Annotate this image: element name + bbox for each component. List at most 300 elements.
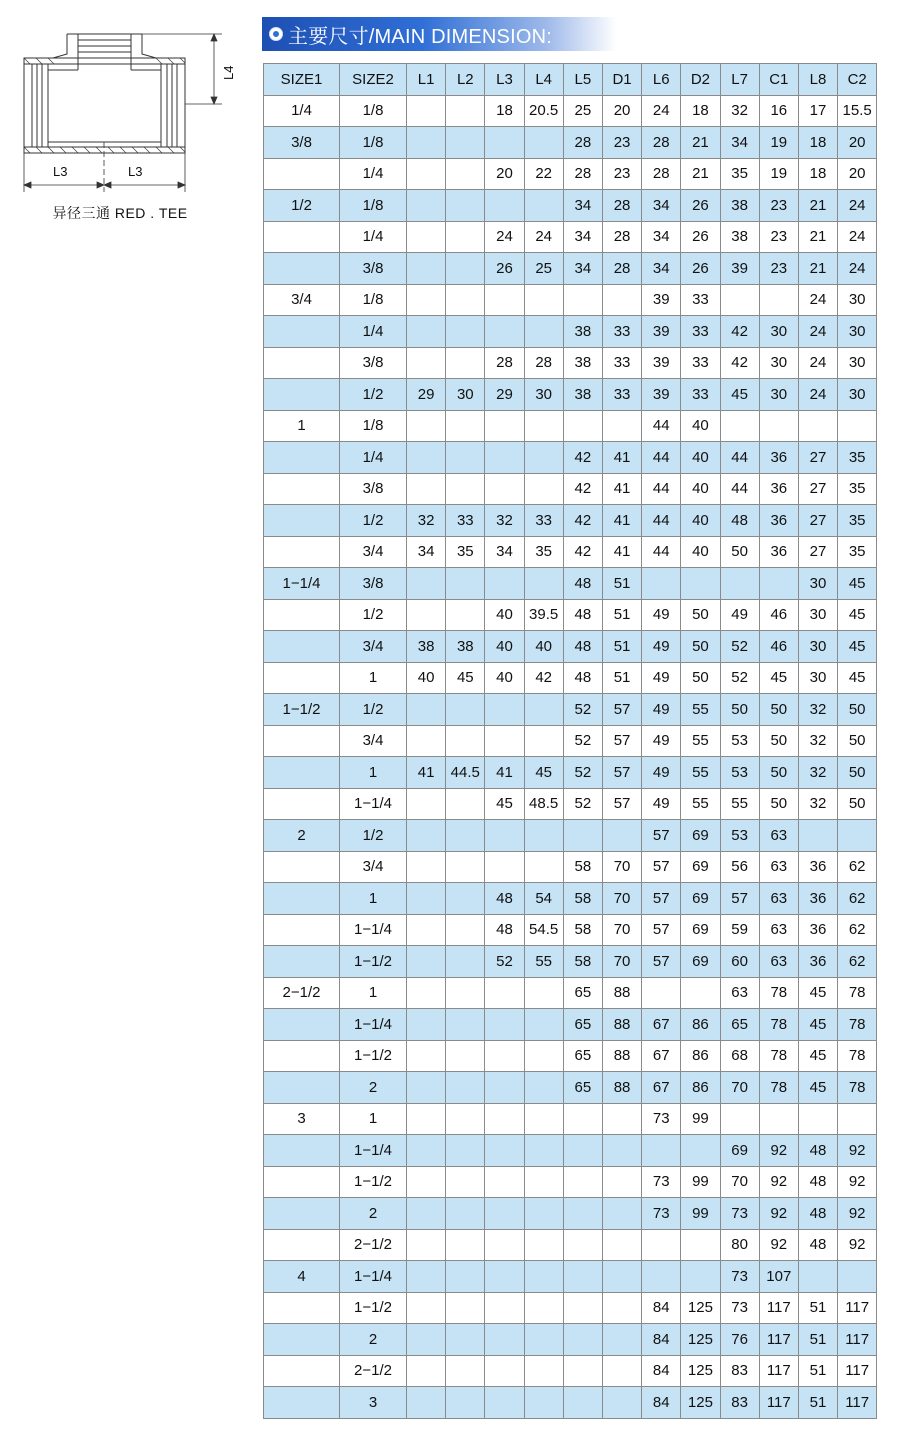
table-cell: 32: [798, 725, 837, 757]
table-cell: 49: [642, 599, 681, 631]
table-row: [264, 568, 877, 600]
table-cell: [485, 820, 524, 852]
table-cell: 45: [798, 977, 837, 1009]
table-cell: 3: [340, 1387, 407, 1419]
table-cell: [446, 95, 485, 127]
table-cell: 78: [838, 1072, 877, 1104]
table-row: [264, 788, 877, 820]
table-cell: [524, 1387, 563, 1419]
table-cell: [485, 316, 524, 348]
table-cell: 36: [798, 851, 837, 883]
table-cell: [524, 1135, 563, 1167]
table-cell: 55: [681, 757, 720, 789]
table-cell: 20: [838, 158, 877, 190]
table-cell: 50: [681, 662, 720, 694]
table-cell: 18: [798, 127, 837, 159]
table-cell: 32: [798, 757, 837, 789]
table-cell: 58: [563, 851, 602, 883]
table-cell: [407, 410, 446, 442]
table-cell: 117: [838, 1292, 877, 1324]
table-cell: 23: [759, 253, 798, 285]
table-cell: 38: [446, 631, 485, 663]
section-header: [262, 17, 617, 51]
table-cell: 54.5: [524, 914, 563, 946]
table-cell: 50: [759, 788, 798, 820]
table-cell: 18: [485, 95, 524, 127]
table-cell: 28: [602, 221, 641, 253]
table-cell: 27: [798, 505, 837, 537]
table-cell: [524, 190, 563, 222]
table-cell: [446, 1166, 485, 1198]
table-cell: 1−1/2: [340, 1040, 407, 1072]
bullet-icon: [270, 28, 282, 40]
table-cell: 44: [642, 410, 681, 442]
table-cell: [446, 1009, 485, 1041]
table-cell: 3/4: [340, 536, 407, 568]
table-cell: [264, 158, 340, 190]
table-cell: 33: [681, 284, 720, 316]
table-cell: 20: [485, 158, 524, 190]
table-cell: 63: [759, 914, 798, 946]
table-cell: [485, 1198, 524, 1230]
table-cell: [446, 1072, 485, 1104]
table-cell: [407, 1355, 446, 1387]
table-cell: 3/4: [264, 284, 340, 316]
table-cell: 1/8: [340, 95, 407, 127]
table-cell: [485, 442, 524, 474]
table-cell: 50: [759, 694, 798, 726]
table-cell: 92: [759, 1229, 798, 1261]
table-cell: 28: [602, 190, 641, 222]
table-cell: [446, 1355, 485, 1387]
table-cell: 39: [642, 347, 681, 379]
table-cell: 41: [485, 757, 524, 789]
table-row: [264, 662, 877, 694]
table-cell: 52: [485, 946, 524, 978]
table-cell: [563, 820, 602, 852]
table-cell: 50: [838, 757, 877, 789]
table-cell: 30: [446, 379, 485, 411]
table-cell: 1−1/4: [340, 788, 407, 820]
table-cell: 50: [681, 631, 720, 663]
table-cell: 32: [485, 505, 524, 537]
table-cell: 30: [798, 631, 837, 663]
table-cell: [264, 221, 340, 253]
table-cell: [407, 946, 446, 978]
table-cell: 1/8: [340, 127, 407, 159]
table-cell: 57: [602, 757, 641, 789]
table-cell: 50: [838, 694, 877, 726]
table-cell: 29: [407, 379, 446, 411]
column-header-l7: L7: [720, 64, 759, 96]
dimension-label-l4: L4: [221, 65, 236, 80]
table-row: [264, 95, 877, 127]
table-cell: 38: [563, 316, 602, 348]
table-cell: 21: [798, 190, 837, 222]
table-cell: 28: [485, 347, 524, 379]
tee-cross-section-icon: [0, 0, 240, 200]
table-cell: 19: [759, 127, 798, 159]
table-cell: 2−1/2: [264, 977, 340, 1009]
column-header-l8: L8: [798, 64, 837, 96]
table-cell: 34: [563, 221, 602, 253]
table-cell: 86: [681, 1040, 720, 1072]
table-row: [264, 347, 877, 379]
table-cell: 28: [642, 158, 681, 190]
table-cell: 48: [563, 631, 602, 663]
table-cell: [264, 473, 340, 505]
table-cell: 63: [759, 851, 798, 883]
table-cell: 30: [759, 316, 798, 348]
table-cell: 55: [524, 946, 563, 978]
table-cell: [485, 1009, 524, 1041]
table-row: [264, 883, 877, 915]
table-cell: [602, 820, 641, 852]
table-cell: 46: [759, 631, 798, 663]
table-cell: 28: [642, 127, 681, 159]
table-cell: 51: [602, 599, 641, 631]
section-title: 主要尺寸/MAIN DIMENSION:: [288, 25, 553, 48]
table-cell: 24: [798, 316, 837, 348]
table-cell: [407, 568, 446, 600]
table-cell: 20: [602, 95, 641, 127]
table-cell: 40: [681, 473, 720, 505]
table-cell: 25: [524, 253, 563, 285]
table-cell: 24: [485, 221, 524, 253]
table-cell: 40: [485, 599, 524, 631]
table-cell: [485, 127, 524, 159]
table-cell: 41: [602, 473, 641, 505]
table-cell: 39: [642, 316, 681, 348]
table-cell: 3/4: [340, 851, 407, 883]
table-cell: [524, 694, 563, 726]
table-cell: [524, 1198, 563, 1230]
table-cell: 1/4: [340, 158, 407, 190]
table-cell: [759, 284, 798, 316]
table-cell: 1: [340, 662, 407, 694]
table-cell: [563, 1135, 602, 1167]
table-cell: [446, 694, 485, 726]
table-cell: 42: [720, 316, 759, 348]
table-cell: [446, 316, 485, 348]
table-cell: [524, 1009, 563, 1041]
table-cell: [446, 253, 485, 285]
table-cell: 36: [798, 883, 837, 915]
column-header-size1: SIZE1: [264, 64, 340, 96]
table-cell: 2: [264, 820, 340, 852]
table-cell: [720, 568, 759, 600]
table-row: [264, 1072, 877, 1104]
table-cell: [720, 410, 759, 442]
table-cell: 34: [407, 536, 446, 568]
table-cell: [524, 442, 563, 474]
table-cell: 117: [759, 1324, 798, 1356]
table-cell: 67: [642, 1040, 681, 1072]
table-cell: 23: [759, 190, 798, 222]
table-cell: [407, 95, 446, 127]
table-cell: 48: [563, 568, 602, 600]
table-cell: 44: [642, 442, 681, 474]
table-cell: 40: [485, 631, 524, 663]
table-row: [264, 379, 877, 411]
table-cell: 50: [720, 536, 759, 568]
table-cell: 50: [681, 599, 720, 631]
table-row: [264, 253, 877, 285]
table-cell: [264, 253, 340, 285]
table-row: [264, 977, 877, 1009]
table-cell: 51: [602, 631, 641, 663]
table-cell: 30: [838, 347, 877, 379]
table-row: [264, 757, 877, 789]
table-cell: [446, 1229, 485, 1261]
table-cell: 39: [642, 379, 681, 411]
table-cell: 92: [838, 1229, 877, 1261]
table-cell: 48.5: [524, 788, 563, 820]
table-cell: 46: [759, 599, 798, 631]
table-row: [264, 1261, 877, 1293]
table-cell: 18: [798, 158, 837, 190]
table-cell: [524, 1355, 563, 1387]
table-cell: [485, 1040, 524, 1072]
table-cell: 26: [681, 221, 720, 253]
table-cell: [563, 1292, 602, 1324]
table-cell: [264, 1292, 340, 1324]
table-cell: 36: [798, 914, 837, 946]
table-cell: 19: [759, 158, 798, 190]
table-cell: 73: [720, 1261, 759, 1293]
column-header-l4: L4: [524, 64, 563, 96]
table-cell: 1/4: [264, 95, 340, 127]
table-cell: 1−1/4: [340, 914, 407, 946]
table-cell: 70: [602, 946, 641, 978]
table-cell: [264, 1009, 340, 1041]
table-cell: [485, 1355, 524, 1387]
table-cell: 33: [681, 316, 720, 348]
table-row: [264, 536, 877, 568]
table-cell: 48: [563, 599, 602, 631]
table-cell: 49: [642, 662, 681, 694]
table-cell: 30: [798, 568, 837, 600]
table-cell: [407, 1387, 446, 1419]
table-cell: 20: [838, 127, 877, 159]
table-cell: 69: [720, 1135, 759, 1167]
table-cell: [720, 1103, 759, 1135]
table-cell: [446, 725, 485, 757]
table-cell: [602, 1355, 641, 1387]
table-cell: 117: [759, 1292, 798, 1324]
table-cell: [446, 1135, 485, 1167]
table-row: [264, 410, 877, 442]
table-cell: 92: [759, 1198, 798, 1230]
column-header-l3: L3: [485, 64, 524, 96]
table-cell: [407, 1009, 446, 1041]
table-cell: 2−1/2: [340, 1229, 407, 1261]
table-cell: [446, 1324, 485, 1356]
table-cell: 44: [720, 473, 759, 505]
table-cell: [681, 1229, 720, 1261]
table-row: [264, 631, 877, 663]
table-cell: 69: [681, 883, 720, 915]
table-row: [264, 1198, 877, 1230]
table-cell: [264, 505, 340, 537]
table-row: [264, 1355, 877, 1387]
table-cell: [407, 284, 446, 316]
table-row: [264, 851, 877, 883]
table-cell: 80: [720, 1229, 759, 1261]
table-cell: 73: [642, 1198, 681, 1230]
table-cell: [485, 410, 524, 442]
table-cell: [838, 1103, 877, 1135]
column-header-l1: L1: [407, 64, 446, 96]
table-cell: 45: [838, 599, 877, 631]
table-cell: 23: [602, 127, 641, 159]
table-cell: 33: [681, 347, 720, 379]
table-cell: 33: [602, 316, 641, 348]
table-cell: [602, 1261, 641, 1293]
table-cell: 2: [340, 1198, 407, 1230]
table-cell: 92: [759, 1166, 798, 1198]
table-cell: 83: [720, 1387, 759, 1419]
table-cell: [563, 1229, 602, 1261]
table-cell: 65: [720, 1009, 759, 1041]
table-cell: 52: [563, 788, 602, 820]
table-cell: [264, 725, 340, 757]
table-cell: [485, 1324, 524, 1356]
table-cell: 50: [838, 725, 877, 757]
table-cell: 15.5: [838, 95, 877, 127]
table-cell: [563, 1355, 602, 1387]
table-cell: 57: [720, 883, 759, 915]
table-cell: 49: [642, 631, 681, 663]
table-cell: 52: [563, 757, 602, 789]
table-row: [264, 190, 877, 222]
table-cell: [524, 410, 563, 442]
table-cell: [602, 284, 641, 316]
table-cell: 35: [838, 442, 877, 474]
table-cell: 34: [563, 190, 602, 222]
table-cell: 35: [446, 536, 485, 568]
table-cell: 35: [838, 505, 877, 537]
table-cell: [759, 568, 798, 600]
table-cell: 2: [340, 1324, 407, 1356]
table-cell: [759, 1103, 798, 1135]
table-cell: [264, 914, 340, 946]
table-cell: 45: [838, 662, 877, 694]
table-cell: 117: [759, 1387, 798, 1419]
table-cell: [524, 568, 563, 600]
table-cell: 38: [407, 631, 446, 663]
table-cell: [264, 1040, 340, 1072]
table-cell: 26: [485, 253, 524, 285]
table-cell: [407, 1261, 446, 1293]
table-cell: 78: [759, 1072, 798, 1104]
table-cell: 44: [642, 505, 681, 537]
table-cell: 48: [485, 883, 524, 915]
table-cell: 33: [524, 505, 563, 537]
table-cell: 62: [838, 946, 877, 978]
table-cell: 30: [759, 379, 798, 411]
table-cell: [524, 1103, 563, 1135]
table-cell: [720, 284, 759, 316]
table-cell: [264, 1135, 340, 1167]
table-cell: [407, 1135, 446, 1167]
table-cell: 41: [602, 442, 641, 474]
table-cell: [446, 1040, 485, 1072]
table-cell: 1: [340, 883, 407, 915]
table-cell: 28: [563, 158, 602, 190]
table-cell: 24: [798, 284, 837, 316]
table-cell: 52: [563, 725, 602, 757]
table-cell: 27: [798, 536, 837, 568]
table-cell: 84: [642, 1355, 681, 1387]
table-cell: 21: [798, 253, 837, 285]
table-cell: 3/8: [340, 347, 407, 379]
table-cell: 1/8: [340, 284, 407, 316]
table-cell: 57: [642, 946, 681, 978]
column-header-size2: SIZE2: [340, 64, 407, 96]
table-cell: 34: [642, 253, 681, 285]
table-cell: 1: [340, 1103, 407, 1135]
table-cell: 28: [524, 347, 563, 379]
table-row: [264, 820, 877, 852]
table-row: [264, 1166, 877, 1198]
table-cell: 3/4: [340, 631, 407, 663]
table-cell: [524, 977, 563, 1009]
table-cell: 1/2: [264, 190, 340, 222]
column-header-l2: L2: [446, 64, 485, 96]
table-cell: 34: [563, 253, 602, 285]
table-cell: [407, 158, 446, 190]
table-cell: 35: [838, 473, 877, 505]
table-cell: 38: [563, 379, 602, 411]
table-cell: [485, 1103, 524, 1135]
table-cell: 50: [720, 694, 759, 726]
table-cell: 45: [720, 379, 759, 411]
table-cell: 39.5: [524, 599, 563, 631]
table-cell: 1/2: [340, 505, 407, 537]
table-row: [264, 127, 877, 159]
table-cell: 55: [681, 788, 720, 820]
table-cell: [642, 977, 681, 1009]
table-cell: 49: [642, 694, 681, 726]
table-cell: [563, 284, 602, 316]
table-cell: [485, 568, 524, 600]
table-cell: [524, 1166, 563, 1198]
table-cell: 1−1/4: [340, 1261, 407, 1293]
table-cell: [264, 1229, 340, 1261]
table-cell: 34: [642, 190, 681, 222]
table-cell: 30: [838, 284, 877, 316]
table-cell: [407, 1166, 446, 1198]
table-cell: 36: [759, 536, 798, 568]
table-cell: 1/2: [340, 379, 407, 411]
table-cell: 1: [340, 757, 407, 789]
table-cell: [446, 820, 485, 852]
table-cell: [602, 1387, 641, 1419]
table-cell: [446, 158, 485, 190]
table-cell: [407, 1072, 446, 1104]
table-cell: 51: [798, 1387, 837, 1419]
table-cell: 45: [446, 662, 485, 694]
table-cell: [407, 725, 446, 757]
table-cell: 57: [602, 788, 641, 820]
table-cell: [642, 568, 681, 600]
table-cell: 36: [759, 505, 798, 537]
table-cell: [446, 1198, 485, 1230]
table-cell: 1/4: [340, 442, 407, 474]
table-cell: 32: [798, 694, 837, 726]
table-cell: 3/4: [340, 725, 407, 757]
